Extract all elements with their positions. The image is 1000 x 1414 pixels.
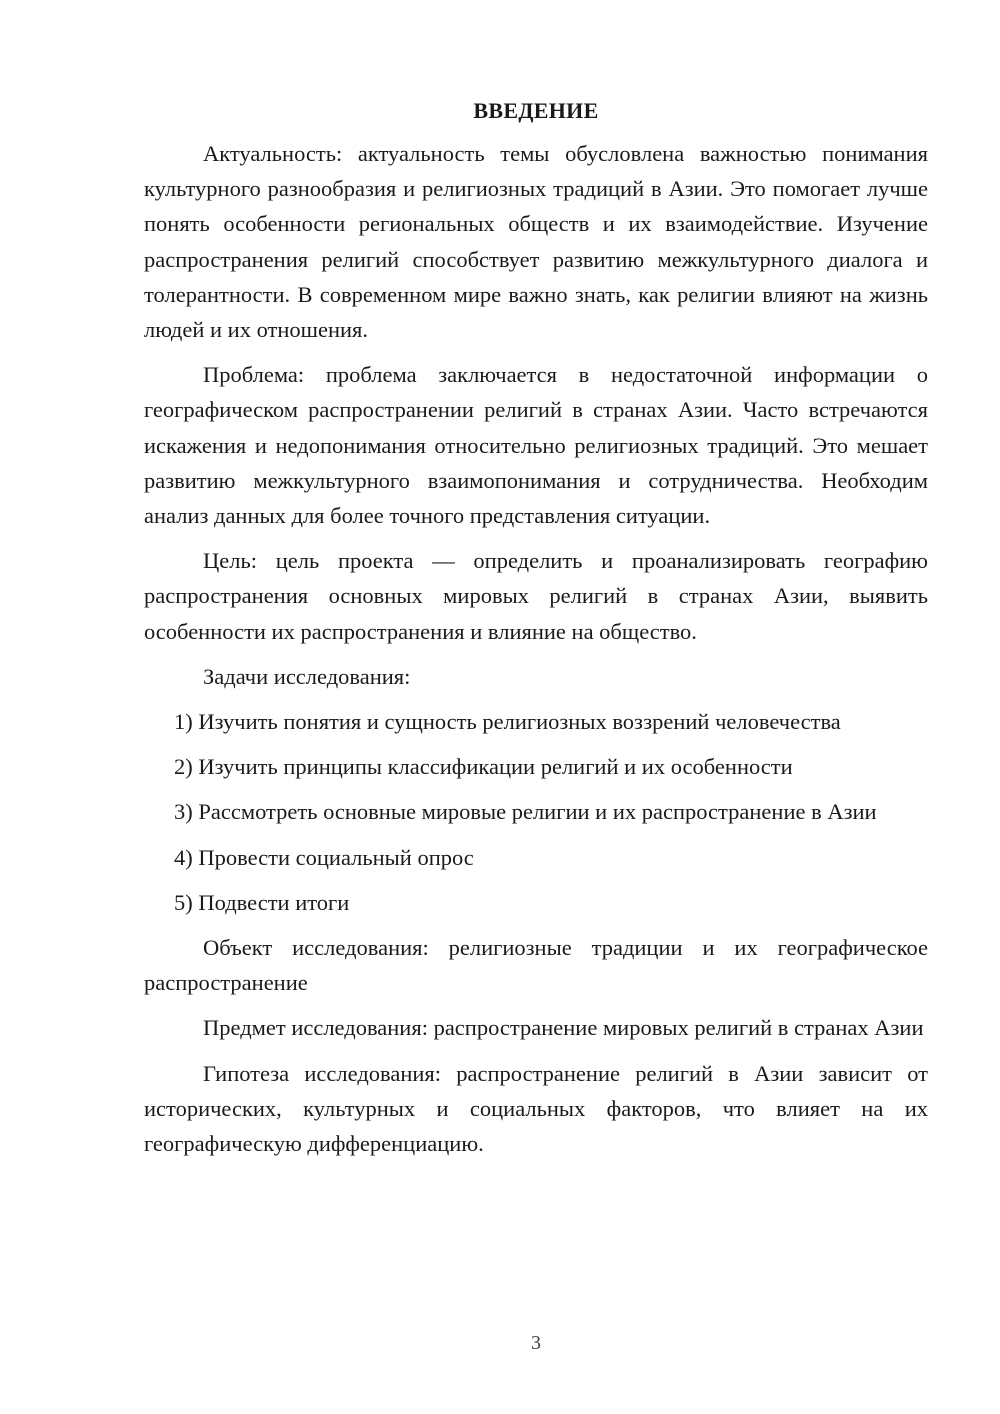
task-item-1: 1) Изучить понятия и сущность религиозных воззрений человечества bbox=[174, 709, 841, 735]
paragraph-problem: Проблема: проблема заключается в недостаточной информации о географическом распространении религий в странах Азии. Часто встречаются искажения и недопонимания относительно религиозных традиций. Это мешает развитию межкультурного взаимопонимания и сотрудничества. Необходим анализ данных для более точного представления ситуации. bbox=[144, 362, 928, 529]
paragraph-hypothesis: Гипотеза исследования: распространение религий в Азии зависит от исторических, культурных и социальных факторов, что влияет на их географическую дифференциацию. bbox=[144, 1060, 928, 1157]
paragraph-actuality: Актуальность: актуальность темы обусловлена важностью понимания культурного разнообразия и религиозных традиций в Азии. Это помогает лучше понять особенности региональных обществ и их взаимодействие. Изучение распространения религий способствует развитию межкультурного диалога и толерантности. В современном мире важно знать, как религии влияют на жизнь людей и их отношения. bbox=[144, 141, 928, 343]
task-item-3: 3) Рассмотреть основные мировые религии и их распространение в Азии bbox=[174, 799, 877, 825]
task-item-4: 4) Провести социальный опрос bbox=[174, 844, 474, 870]
task-item-5: 5) Подвести итоги bbox=[174, 889, 350, 915]
paragraph-goal: Цель: цель проекта — определить и проанализировать географию распространения основных мировых религий в странах Азии, выявить особенности их распространения и влияние на общество. bbox=[144, 548, 928, 644]
document-page bbox=[144, 96, 928, 1171]
paragraph-object: Объект исследования: религиозные традиции и их географическое распространение bbox=[144, 935, 928, 996]
section-heading: ВВЕДЕНИЕ bbox=[473, 98, 599, 123]
task-item-2: 2) Изучить принципы классификации религий и их особенности bbox=[174, 754, 793, 780]
paragraph-tasks-heading: Задачи исследования: bbox=[203, 663, 411, 689]
paragraph-subject: Предмет исследования: распространение мировых религий в странах Азии bbox=[203, 1015, 924, 1041]
page-number: 3 bbox=[531, 1332, 541, 1354]
